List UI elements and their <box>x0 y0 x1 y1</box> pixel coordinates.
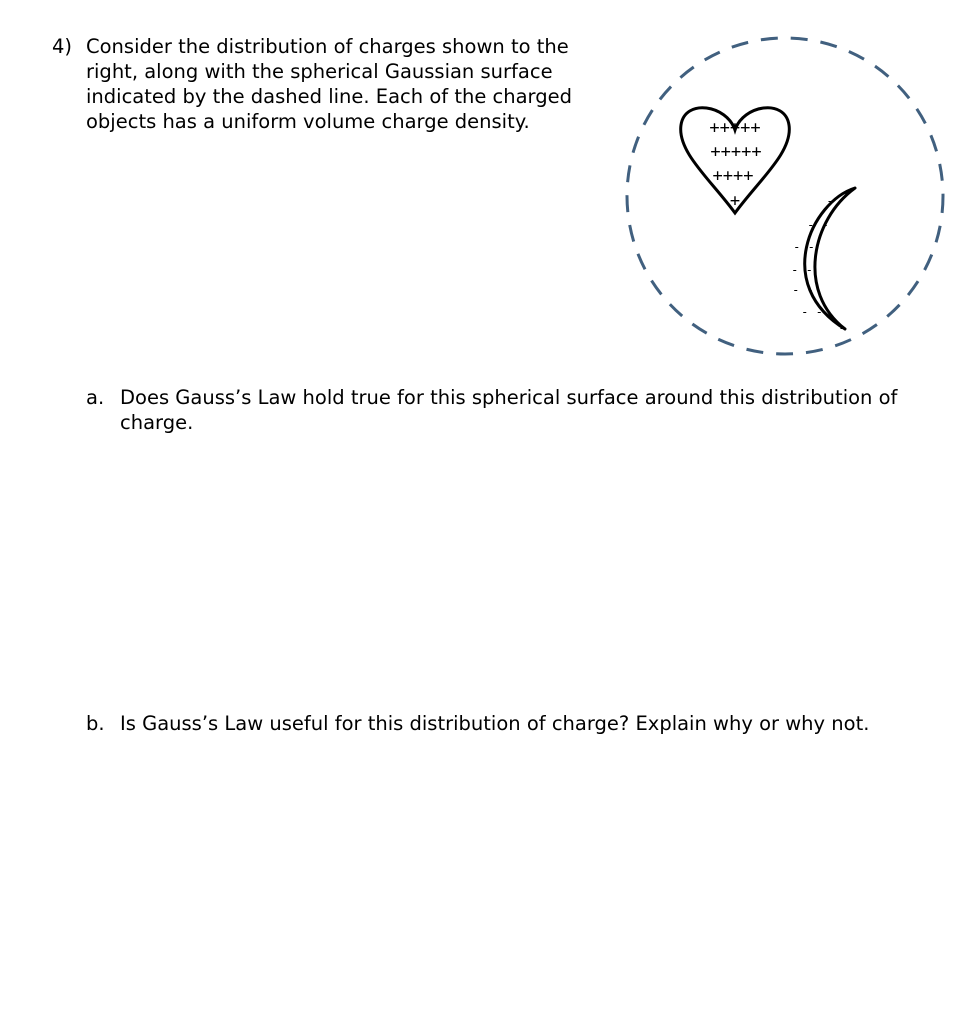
question-text: Consider the distribution of charges shown to the right, along with the spherical Gaussian surface indicated by the dashed line. Each of the charged objects has a uniform volume charge density. <box>86 35 572 133</box>
crescent-charge-mark-4: - - <box>791 263 813 277</box>
heart-charge-row-4: + <box>729 191 741 211</box>
gaussian-surface-dashed-circle <box>627 38 943 354</box>
part-b-text: Is Gauss’s Law useful for this distribution of charge? Explain why or why not. <box>120 712 870 735</box>
crescent-charge-mark-7: - <box>838 321 846 335</box>
heart-charge-row-2: +++++ <box>710 142 762 162</box>
crescent-charge-mark-2: - - <box>807 218 829 232</box>
question-4 <box>52 34 612 134</box>
crescent-charge-mark-1: - <box>826 194 834 208</box>
heart-charge-row-3: ++++ <box>712 166 754 186</box>
part-a-letter: a. <box>86 386 105 409</box>
crescent-charge-mark-3: - - <box>793 240 815 254</box>
crescent-charge-mark-5: - - <box>792 283 814 297</box>
heart-charge-row-1: +++++ <box>709 118 761 138</box>
part-b-letter: b. <box>86 712 105 735</box>
question-part-a <box>86 385 936 435</box>
crescent-charge-mark-6: - - <box>801 305 823 319</box>
question-part-b <box>86 711 946 736</box>
charge-distribution-figure <box>615 30 955 370</box>
part-a-text: Does Gauss’s Law hold true for this spherical surface around this distribution of charge. <box>120 386 898 434</box>
question-number: 4) <box>52 35 73 58</box>
crescent-negative-charges <box>791 194 845 335</box>
